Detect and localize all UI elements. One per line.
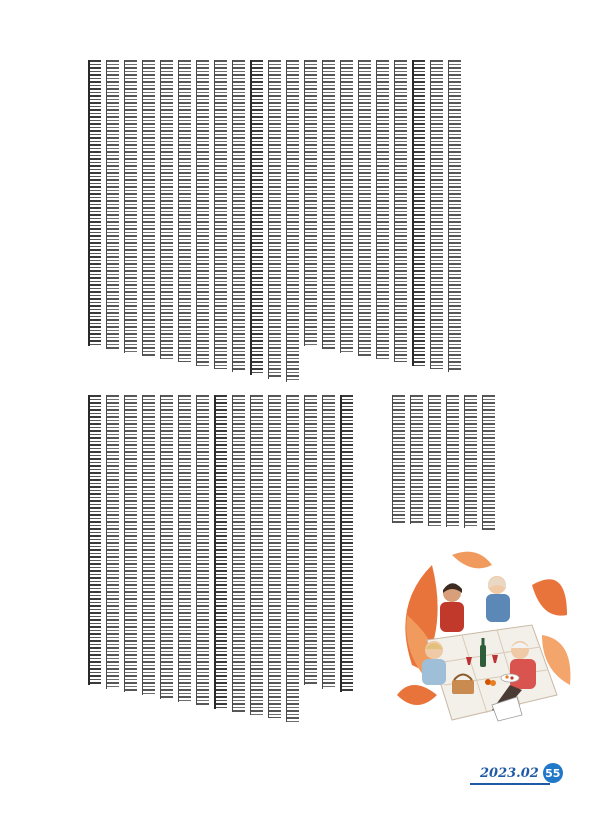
text-line — [322, 60, 335, 349]
text-line — [430, 60, 443, 369]
text-line — [322, 395, 335, 689]
text-line — [358, 60, 371, 356]
text-line — [482, 395, 495, 530]
text-line — [250, 395, 263, 715]
text-line — [88, 395, 101, 685]
text-line — [214, 60, 227, 369]
issue-date: 2023.02 — [480, 765, 539, 781]
text-line — [428, 395, 441, 526]
text-line — [392, 395, 405, 523]
text-line — [394, 60, 407, 362]
text-line — [304, 60, 317, 346]
text-line — [410, 395, 423, 524]
text-line — [106, 60, 119, 349]
footer-rule — [470, 783, 550, 785]
text-line — [448, 60, 461, 372]
text-line — [340, 60, 353, 353]
page-footer — [480, 763, 563, 783]
text-line — [286, 60, 299, 382]
text-column-block-bottom-right — [392, 395, 517, 540]
text-line — [286, 395, 299, 722]
text-line — [232, 395, 245, 712]
text-line — [196, 60, 209, 366]
text-line — [196, 395, 209, 705]
text-line — [160, 395, 173, 699]
text-line — [376, 60, 389, 359]
text-column-block-top-right — [88, 60, 518, 385]
page-number-badge: 55 — [543, 763, 563, 783]
text-line — [178, 60, 191, 362]
text-line — [178, 395, 191, 702]
text-line — [232, 60, 245, 372]
text-line — [464, 395, 477, 528]
text-line — [304, 395, 317, 685]
text-line — [412, 60, 425, 366]
text-column-block-bottom — [88, 395, 388, 725]
text-line — [124, 60, 137, 353]
picnic-illustration — [392, 545, 574, 730]
text-line — [268, 60, 281, 379]
text-line — [250, 60, 263, 375]
text-line — [160, 60, 173, 359]
text-line — [124, 395, 137, 692]
text-line — [142, 60, 155, 356]
text-line — [214, 395, 227, 709]
text-line — [142, 395, 155, 695]
text-line — [106, 395, 119, 689]
text-line — [88, 60, 101, 346]
text-line — [268, 395, 281, 718]
text-line — [446, 395, 459, 527]
text-line — [340, 395, 353, 692]
